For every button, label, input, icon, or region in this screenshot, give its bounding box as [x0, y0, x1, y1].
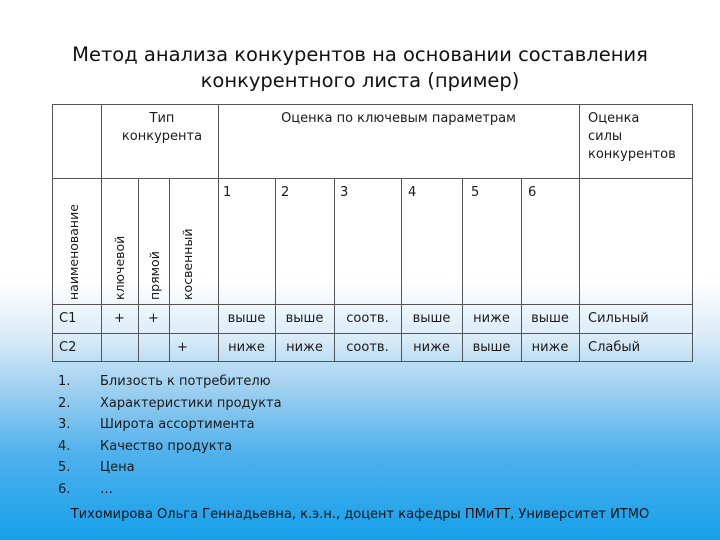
list-item-text: Характеристики продукта: [100, 395, 282, 411]
row-value: соотв.: [346, 311, 389, 326]
param-number: 5: [471, 185, 480, 200]
author-footer: Тихомирова Ольга Геннадьевна, к.э.н., доцент кафедры ПМиТТ, Университет ИТМО: [70, 507, 650, 522]
list-item-number: 3.: [58, 417, 71, 433]
row-strength: Слабый: [588, 340, 641, 355]
row-value: ниже: [413, 340, 450, 355]
header-direct-vertical: прямой: [147, 251, 162, 300]
param-number: 6: [528, 185, 537, 200]
param-number: 1: [223, 185, 232, 200]
param-number: 2: [281, 185, 290, 200]
row-value: ниже: [286, 340, 323, 355]
header-name-vertical: наименование: [66, 204, 81, 300]
page-title: [0, 42, 720, 94]
row-value: выше: [412, 311, 451, 326]
header-params: Оценка по ключевым параметрам: [281, 111, 516, 126]
list-item-number: 5.: [58, 460, 71, 476]
list-item-number: 1.: [58, 374, 71, 389]
row-value: соотв.: [346, 340, 389, 355]
list-item-number: 2.: [58, 395, 71, 411]
row-value: ниже: [228, 340, 265, 355]
list-item-text: Качество продукта: [100, 438, 233, 454]
list-item-text: …: [100, 481, 113, 497]
competitor-table: [52, 104, 693, 362]
title-line-2: конкурентного листа (пример): [200, 69, 520, 92]
header-type: Тип конкурента: [121, 111, 203, 144]
row-value: выше: [531, 311, 569, 326]
row-indirect-mark: +: [177, 340, 188, 355]
row-strength: Сильный: [588, 311, 649, 326]
list-item-number: 4.: [58, 438, 71, 454]
header-strength: Оценка силы конкурентов: [588, 111, 676, 162]
row-value: выше: [472, 340, 511, 355]
param-number: 4: [408, 185, 417, 200]
header-indirect-vertical: косвенный: [180, 228, 195, 300]
list-item-text: Близость к потребителю: [100, 374, 271, 389]
row-value: ниже: [531, 340, 569, 355]
title-line-1: Метод анализа конкурентов на основании составления: [72, 43, 648, 66]
list-item-text: Цена: [100, 460, 135, 476]
header-key-vertical: ключевой: [112, 235, 127, 300]
row-direct-mark: +: [148, 311, 159, 326]
row-name: С1: [59, 311, 77, 326]
row-value: выше: [285, 311, 324, 326]
list-item-text: Широта ассортимента: [100, 417, 255, 433]
row-name: С2: [59, 340, 77, 355]
row-key-mark: +: [114, 311, 125, 326]
list-item-number: 6.: [58, 481, 71, 497]
row-value: выше: [227, 311, 266, 326]
row-value: ниже: [473, 311, 510, 326]
param-number: 3: [340, 185, 349, 200]
